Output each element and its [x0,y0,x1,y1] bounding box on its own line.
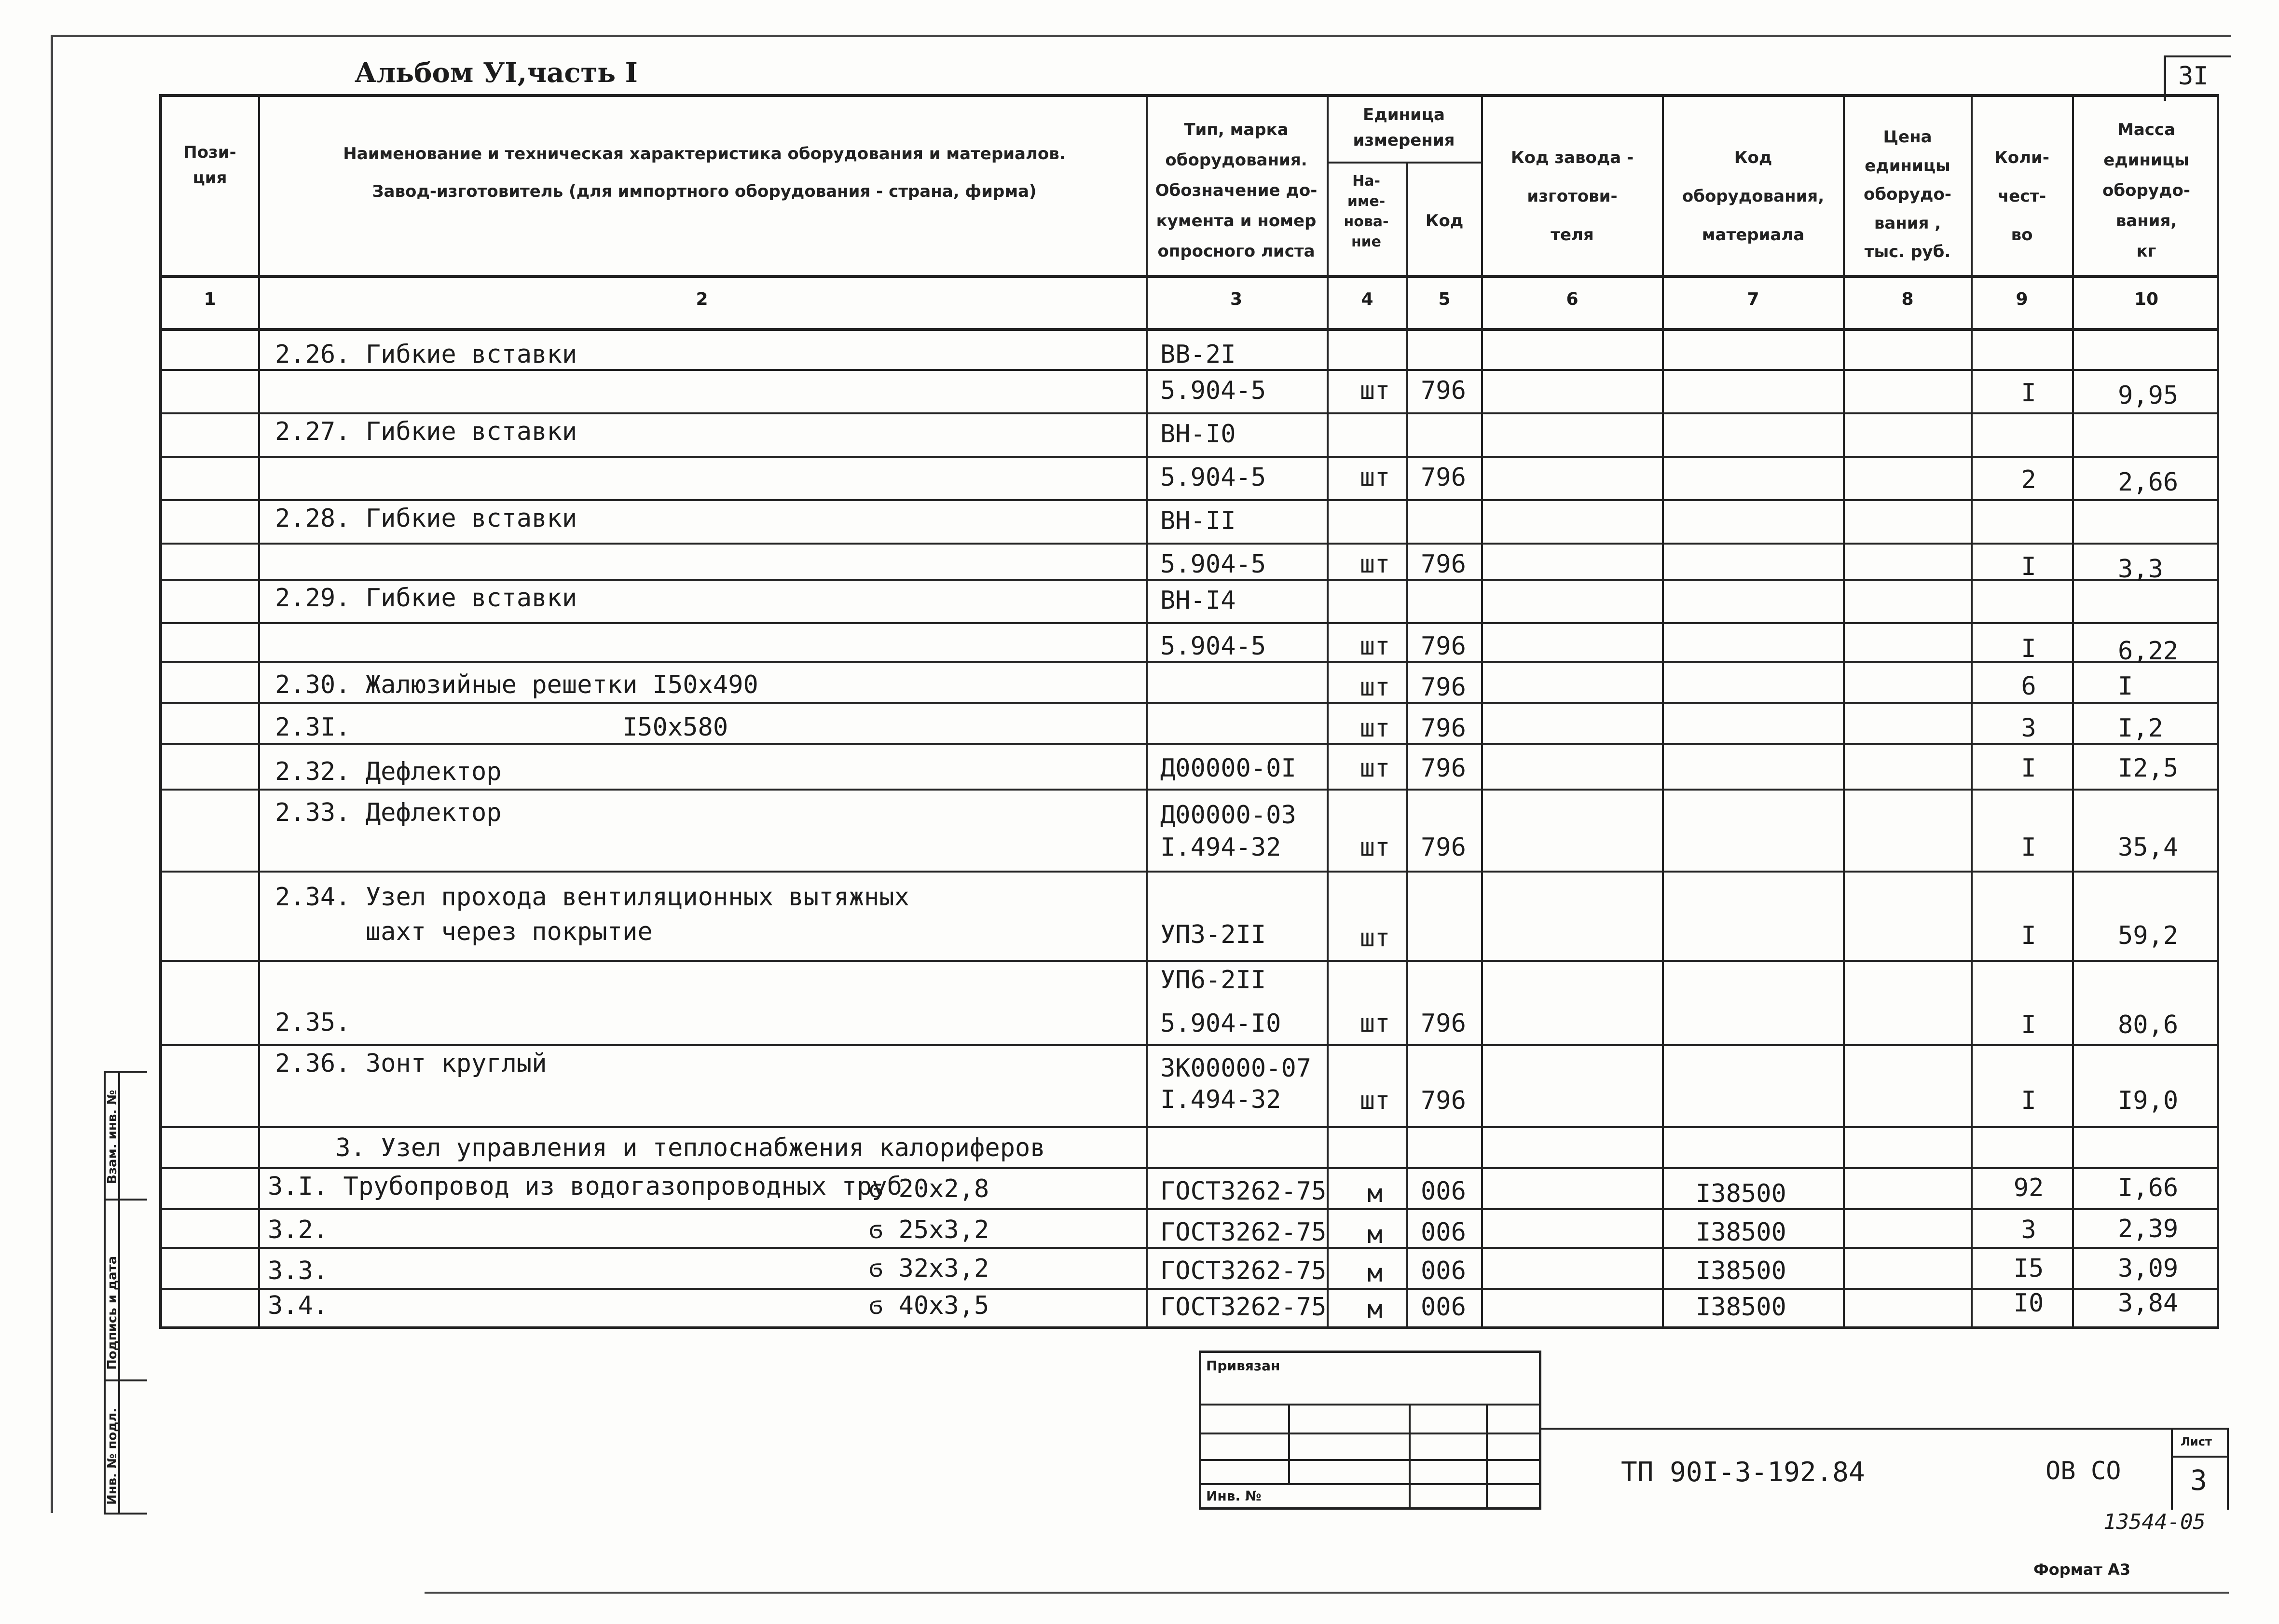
row-line [159,1167,2219,1169]
row-3-4-dim: ϭ 40x3,5 [868,1291,989,1320]
row-3-3-unit: м [1367,1259,1383,1288]
row-line [159,543,2219,545]
col-6-header: Код завода - изготови- теля [1510,148,1634,245]
number-row-bottom-line [159,328,2219,331]
side-label-sign-date: Подпись и дата [105,1256,120,1370]
section-code: ОВ СО [2046,1457,2121,1486]
row-3-2-type: ГОСТ3262-75 [1160,1218,1327,1247]
album-title: Альбом УI,часть I [355,57,638,89]
row-3-4-code: 006 [1421,1293,1466,1322]
row-3-3-mass: 3,09 [2118,1254,2179,1283]
row-2-34-mass: 59,2 [2118,921,2179,950]
row-2-33-doc: I.494-32 [1160,833,1281,862]
col-num-8: 8 [1901,289,1914,309]
sheet-box-line [2171,1456,2229,1458]
row-2-32-name: 2.32. Дефлектор [275,757,502,786]
row-2-27-name: 2.27. Гибкие вставки [275,417,577,446]
stamp-line [1199,1483,1541,1485]
stamp-col [1409,1404,1411,1510]
document-code: ТП 90I-3-192.84 [1621,1457,1865,1488]
row-2-26-qty: I [2021,379,2036,408]
row-2-27-mass: 2,66 [2118,468,2179,497]
side-strip-line [104,1199,147,1201]
row-2-32-unit: шт [1359,754,1390,783]
stamp-privyazan-box [1199,1351,1541,1510]
row-2-32-mass: I2,5 [2118,754,2179,783]
row-3-3-dim: ϭ 32x3,2 [868,1254,989,1283]
row-2-29-unit: шт [1359,632,1390,661]
col-line-4 [1406,162,1408,1329]
row-2-34-unit: шт [1359,924,1390,953]
row-2-27-qty: 2 [2021,465,2036,494]
row-2-26-code: 796 [1421,376,1466,405]
row-2-36-mass: I9,0 [2118,1086,2179,1115]
stamp-col [1288,1404,1290,1483]
row-2-30-code: 796 [1421,673,1466,702]
row-3-1-name: 3.I. Трубопровод из водогазопроводных труб [268,1172,902,1201]
header-bottom-line [159,275,2219,278]
row-3-1-unit: м [1367,1179,1383,1208]
row-3-1-eq: I38500 [1696,1179,1786,1208]
col-num-5: 5 [1438,289,1451,309]
sheet-label: Лист [2181,1435,2212,1448]
row-line [159,1208,2219,1210]
row-3-2-qty: 3 [2021,1215,2036,1244]
row-2-34-type: УПЗ-2II [1160,920,1266,949]
col-line-8 [1971,94,1973,1329]
unit-group-line [1327,162,1481,164]
col-num-9: 9 [2016,289,2028,309]
row-3-4-unit: м [1367,1295,1383,1324]
row-2-33-name: 2.33. Дефлектор [275,798,502,827]
row-2-35-code: 796 [1421,1009,1466,1038]
col-5-header: Код [1425,211,1464,231]
row-2-35-name: 2.35. [275,1008,351,1037]
row-2-36-qty: I [2021,1086,2036,1115]
row-2-36-unit: шт [1359,1086,1390,1115]
row-2-27-unit: шт [1359,463,1390,492]
row-2-30-mass: I [2118,672,2133,701]
bottom-rule [425,1592,2229,1594]
stamp-inv-label: Инв. № [1206,1488,1262,1504]
col-line-6 [1662,94,1664,1329]
col-num-3: 3 [1230,289,1243,309]
row-2-28-doc: 5.904-5 [1160,550,1266,579]
side-strip-line [104,1379,147,1381]
stamp-col [1486,1404,1488,1510]
row-3-2-code: 006 [1421,1218,1466,1247]
row-2-28-mass: 3,3 [2118,555,2163,584]
row-3-2-name: 3.2. [268,1215,329,1244]
row-3-4-name: 3.4. [268,1291,329,1320]
row-3-2-eq: I38500 [1696,1218,1786,1247]
row-2-31-mass: I,2 [2118,714,2163,743]
col-line-5 [1481,94,1483,1329]
row-3-1-qty: 92 [2013,1174,2044,1202]
row-2-31-code: 796 [1421,714,1466,743]
stamp-privyazan-label: Привязан [1206,1358,1280,1374]
row-line [159,1126,2219,1128]
row-2-36-doc: I.494-32 [1160,1085,1281,1114]
row-2-36-code: 796 [1421,1086,1466,1115]
row-2-29-code: 796 [1421,632,1466,661]
row-3-2-unit: м [1367,1220,1383,1249]
row-2-33-mass: 35,4 [2118,833,2179,862]
row-2-32-qty: I [2021,754,2036,783]
col-num-2: 2 [696,289,708,309]
row-2-35-unit: шт [1359,1009,1390,1038]
sheet-number: 3I [2178,62,2209,91]
row-line [159,789,2219,791]
col-num-7: 7 [1747,289,1759,309]
col-line-9 [2072,94,2074,1329]
row-2-29-type: ВН-I4 [1160,586,1236,615]
row-3-1-code: 006 [1421,1177,1466,1206]
row-line [159,456,2219,458]
row-2-31-name: 2.3I. [275,713,351,742]
row-2-31-size: I50x580 [622,713,728,742]
row-2-29-qty: I [2021,634,2036,663]
row-2-30-name: 2.30. Жалюзийные решетки I50x490 [275,670,758,699]
row-2-36-name: 2.36. Зонт круглый [275,1049,547,1078]
format-label: Формат А3 [2033,1560,2131,1579]
col-num-10: 10 [2134,289,2159,309]
row-2-34-type-2: УП6-2II [1160,966,1266,995]
col-8-header: Цена единицы оборудо- вания , тыс. руб. [1864,127,1951,261]
row-2-35-type: 5.904-I0 [1160,1009,1281,1038]
col-num-4: 4 [1361,289,1373,309]
row-2-30-qty: 6 [2021,672,2036,701]
row-3-1-mass: I,66 [2118,1174,2179,1202]
row-3-4-qty: I0 [2013,1289,2044,1318]
row-line [159,1288,2219,1290]
row-3-2-mass: 2,39 [2118,1215,2179,1243]
row-3-4-mass: 3,84 [2118,1289,2179,1318]
row-2-34-name: 2.34. Узел прохода вентиляционных вытяжных [275,883,909,912]
col-1-header: Пози- ция [183,143,236,188]
col-line-1 [258,94,260,1329]
row-2-34-name-cont: шахт через покрытие [275,917,653,946]
row-3-1-type: ГОСТ3262-75 [1160,1177,1327,1206]
row-2-35-mass: 80,6 [2118,1010,2179,1039]
row-3-3-name: 3.3. [268,1256,329,1285]
row-2-27-code: 796 [1421,463,1466,492]
col-line-3 [1327,94,1329,1329]
row-2-30-unit: шт [1359,673,1390,702]
row-3-3-qty: I5 [2013,1254,2044,1283]
row-line [159,743,2219,745]
col-num-1: 1 [204,289,216,309]
row-3-1-dim: ϭ 20x2,8 [868,1174,989,1203]
col-10-header: Масса единицы оборудо- вания, кг [2102,120,2190,261]
row-2-33-type: Д00000-03 [1160,801,1296,830]
row-line [159,622,2219,624]
row-2-28-type: ВН-II [1160,506,1236,535]
row-line [159,1044,2219,1046]
row-2-35-qty: I [2021,1010,2036,1039]
row-2-26-mass: 9,95 [2118,381,2179,410]
row-2-31-qty: 3 [2021,714,2036,743]
row-2-26-doc: 5.904-5 [1160,376,1266,405]
row-3-3-code: 006 [1421,1256,1466,1285]
row-line [159,871,2219,873]
row-2-32-type: Д00000-0I [1160,754,1296,783]
col-4-header: На- име- нова- ние [1344,173,1389,250]
stamp-line [1199,1404,1541,1406]
row-2-28-qty: I [2021,552,2036,581]
row-line [159,1247,2219,1249]
side-label-orig-inv: Инв. № подл. [105,1407,120,1505]
row-2-28-code: 796 [1421,550,1466,579]
row-2-34-qty: I [2021,921,2036,950]
row-3-3-eq: I38500 [1696,1256,1786,1285]
row-line [159,412,2219,414]
row-2-26-type: ВВ-2I [1160,340,1236,369]
row-2-33-qty: I [2021,833,2036,862]
section-3-title: 3. Узел управления и теплоснабжения калориферов [275,1133,1045,1162]
stamp-line [1199,1433,1541,1434]
row-line [159,369,2219,371]
col-num-6: 6 [1566,289,1579,309]
col-line-2 [1146,94,1148,1329]
sheet-value: 3 [2190,1464,2207,1497]
row-2-29-mass: 6,22 [2118,637,2179,666]
col-line-7 [1843,94,1845,1329]
row-line [159,579,2219,581]
col-7-header: Код оборудования, материала [1682,148,1825,245]
row-2-33-unit: шт [1359,833,1390,862]
row-2-27-type: ВН-I0 [1160,420,1236,449]
row-2-29-doc: 5.904-5 [1160,632,1266,661]
archive-number: 13544-05 [2103,1510,2206,1534]
row-3-4-eq: I38500 [1696,1293,1786,1322]
unit-group-header: Единица измерения [1353,105,1455,150]
row-2-28-name: 2.28. Гибкие вставки [275,504,577,533]
row-2-27-doc: 5.904-5 [1160,463,1266,492]
stamp-line [1199,1459,1541,1461]
row-line [159,499,2219,501]
row-2-26-unit: шт [1359,376,1390,405]
col-3-header: Тип, марка оборудования. Обозначение до- кумента и номер опросного листа [1155,120,1318,261]
row-line [159,661,2219,663]
row-3-2-dim: ϭ 25x3,2 [868,1215,989,1244]
row-2-36-type: ЗК00000-07 [1160,1054,1312,1083]
row-line [159,702,2219,704]
row-2-28-unit: шт [1359,550,1390,579]
row-2-29-name: 2.29. Гибкие вставки [275,584,577,613]
row-2-26-name: 2.26. Гибкие вставки [275,340,577,369]
col-2-header: Наименование и техническая характеристика оборудования и материалов. Завод-изготовитель (для импортного оборудования - страна, фирма) [343,144,1066,202]
row-2-33-code: 796 [1421,833,1466,862]
row-line [159,960,2219,962]
title-block-line [1541,1428,2229,1430]
side-label-replace-inv: Взам. инв. № [105,1090,120,1184]
row-2-31-unit: шт [1359,714,1390,743]
row-2-32-code: 796 [1421,754,1466,783]
col-9-header: Коли- чест- во [1994,148,2049,245]
row-3-4-type: ГОСТ3262-75 [1160,1293,1327,1322]
row-3-3-type: ГОСТ3262-75 [1160,1256,1327,1285]
